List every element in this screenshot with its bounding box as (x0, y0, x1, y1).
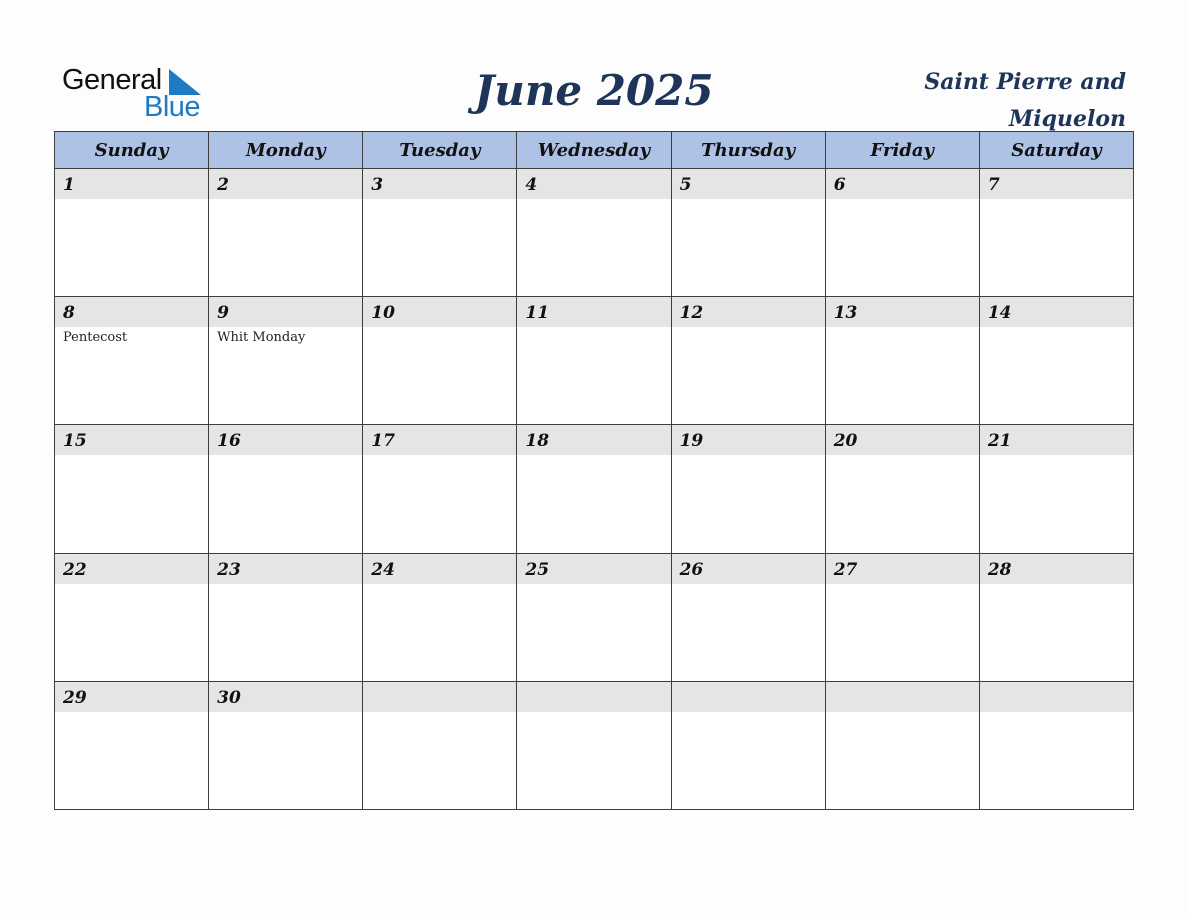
day-number: 3 (363, 169, 516, 199)
day-number: 5 (672, 169, 825, 199)
day-cell (825, 681, 979, 809)
weekday-tuesday: Tuesday (363, 132, 517, 169)
holiday-label (826, 327, 979, 330)
day-cell (671, 553, 825, 681)
day-cell (209, 169, 363, 297)
weekday-friday: Friday (825, 132, 979, 169)
calendar-body (55, 169, 1134, 810)
holiday-label (672, 712, 825, 715)
day-number: 6 (826, 169, 979, 199)
holiday-label (517, 327, 670, 330)
day-number: 1 (55, 169, 208, 199)
day-number (826, 682, 979, 712)
day-number: 9 (209, 297, 362, 327)
day-number: 20 (826, 425, 979, 455)
day-cell (979, 425, 1133, 553)
day-cell (671, 297, 825, 425)
holiday-label (55, 455, 208, 458)
day-cell (517, 169, 671, 297)
day-cell (363, 425, 517, 553)
holiday-label (980, 712, 1133, 715)
holiday-label (517, 199, 670, 202)
week-row (55, 681, 1134, 809)
day-cell (825, 169, 979, 297)
day-number: 16 (209, 425, 362, 455)
logo-text-blue: Blue (144, 91, 201, 123)
day-number: 11 (517, 297, 670, 327)
day-number: 18 (517, 425, 670, 455)
day-cell (209, 425, 363, 553)
day-cell (517, 553, 671, 681)
day-cell (517, 425, 671, 553)
day-number: 28 (980, 554, 1133, 584)
holiday-label (826, 712, 979, 715)
day-cell (825, 425, 979, 553)
holiday-label (672, 327, 825, 330)
day-cell (825, 297, 979, 425)
day-number: 21 (980, 425, 1133, 455)
day-cell (55, 425, 209, 553)
holiday-label (55, 199, 208, 202)
day-cell (671, 681, 825, 809)
weekday-saturday: Saturday (979, 132, 1133, 169)
day-number: 10 (363, 297, 516, 327)
day-number (980, 682, 1133, 712)
day-cell (363, 169, 517, 297)
holiday-label: Pentecost (63, 330, 128, 346)
week-row (55, 553, 1134, 681)
calendar-grid (54, 131, 1134, 810)
day-cell (825, 553, 979, 681)
holiday-label (672, 199, 825, 202)
day-number: 14 (980, 297, 1133, 327)
calendar-region: Saint Pierre and Miquelon (924, 69, 1126, 132)
holiday-label: Whit Monday (217, 330, 306, 346)
day-cell (979, 681, 1133, 809)
day-number: 12 (672, 297, 825, 327)
day-number: 8 (55, 297, 208, 327)
day-cell (517, 297, 671, 425)
holiday-label (363, 327, 516, 330)
day-cell (979, 297, 1133, 425)
day-number: 17 (363, 425, 516, 455)
holiday-label (517, 455, 670, 458)
week-row (55, 297, 1134, 425)
day-number: 23 (209, 554, 362, 584)
weekday-monday: Monday (209, 132, 363, 169)
holiday-label (363, 712, 516, 715)
day-number (672, 682, 825, 712)
weekday-thursday: Thursday (671, 132, 825, 169)
day-cell (671, 169, 825, 297)
day-number (363, 682, 516, 712)
weekday-header-row (55, 132, 1134, 169)
day-cell (209, 681, 363, 809)
day-number: 2 (209, 169, 362, 199)
holiday-label (209, 199, 362, 202)
day-cell (363, 681, 517, 809)
day-cell (209, 553, 363, 681)
day-number: 25 (517, 554, 670, 584)
holiday-label (826, 199, 979, 202)
generalblue-logo (62, 66, 212, 124)
holiday-label (363, 199, 516, 202)
holiday-label (980, 455, 1133, 458)
day-cell (55, 681, 209, 809)
day-cell (209, 297, 363, 425)
holiday-label (980, 327, 1133, 330)
day-cell (363, 297, 517, 425)
weekday-wednesday: Wednesday (517, 132, 671, 169)
logo-text-general: General (62, 64, 162, 96)
holiday-label (363, 455, 516, 458)
day-number: 19 (672, 425, 825, 455)
calendar-title: June 2025 (474, 66, 714, 115)
day-number: 30 (209, 682, 362, 712)
week-row (55, 425, 1134, 553)
day-number: 29 (55, 682, 208, 712)
day-number: 15 (55, 425, 208, 455)
day-cell (55, 553, 209, 681)
holiday-label (672, 455, 825, 458)
holiday-label (517, 712, 670, 715)
day-number (517, 682, 670, 712)
holiday-label (826, 455, 979, 458)
holiday-label (55, 712, 208, 715)
day-number: 27 (826, 554, 979, 584)
day-cell (363, 553, 517, 681)
week-row (55, 169, 1134, 297)
holiday-label (980, 199, 1133, 202)
day-number: 7 (980, 169, 1133, 199)
day-number: 4 (517, 169, 670, 199)
holiday-label (209, 455, 362, 458)
day-cell (979, 553, 1133, 681)
day-number: 13 (826, 297, 979, 327)
day-number: 24 (363, 554, 516, 584)
holiday-label (209, 712, 362, 715)
day-number: 22 (55, 554, 208, 584)
day-cell (55, 297, 209, 425)
weekday-sunday: Sunday (55, 132, 209, 169)
day-cell (671, 425, 825, 553)
day-number: 26 (672, 554, 825, 584)
day-cell (979, 169, 1133, 297)
day-cell (517, 681, 671, 809)
day-cell (55, 169, 209, 297)
